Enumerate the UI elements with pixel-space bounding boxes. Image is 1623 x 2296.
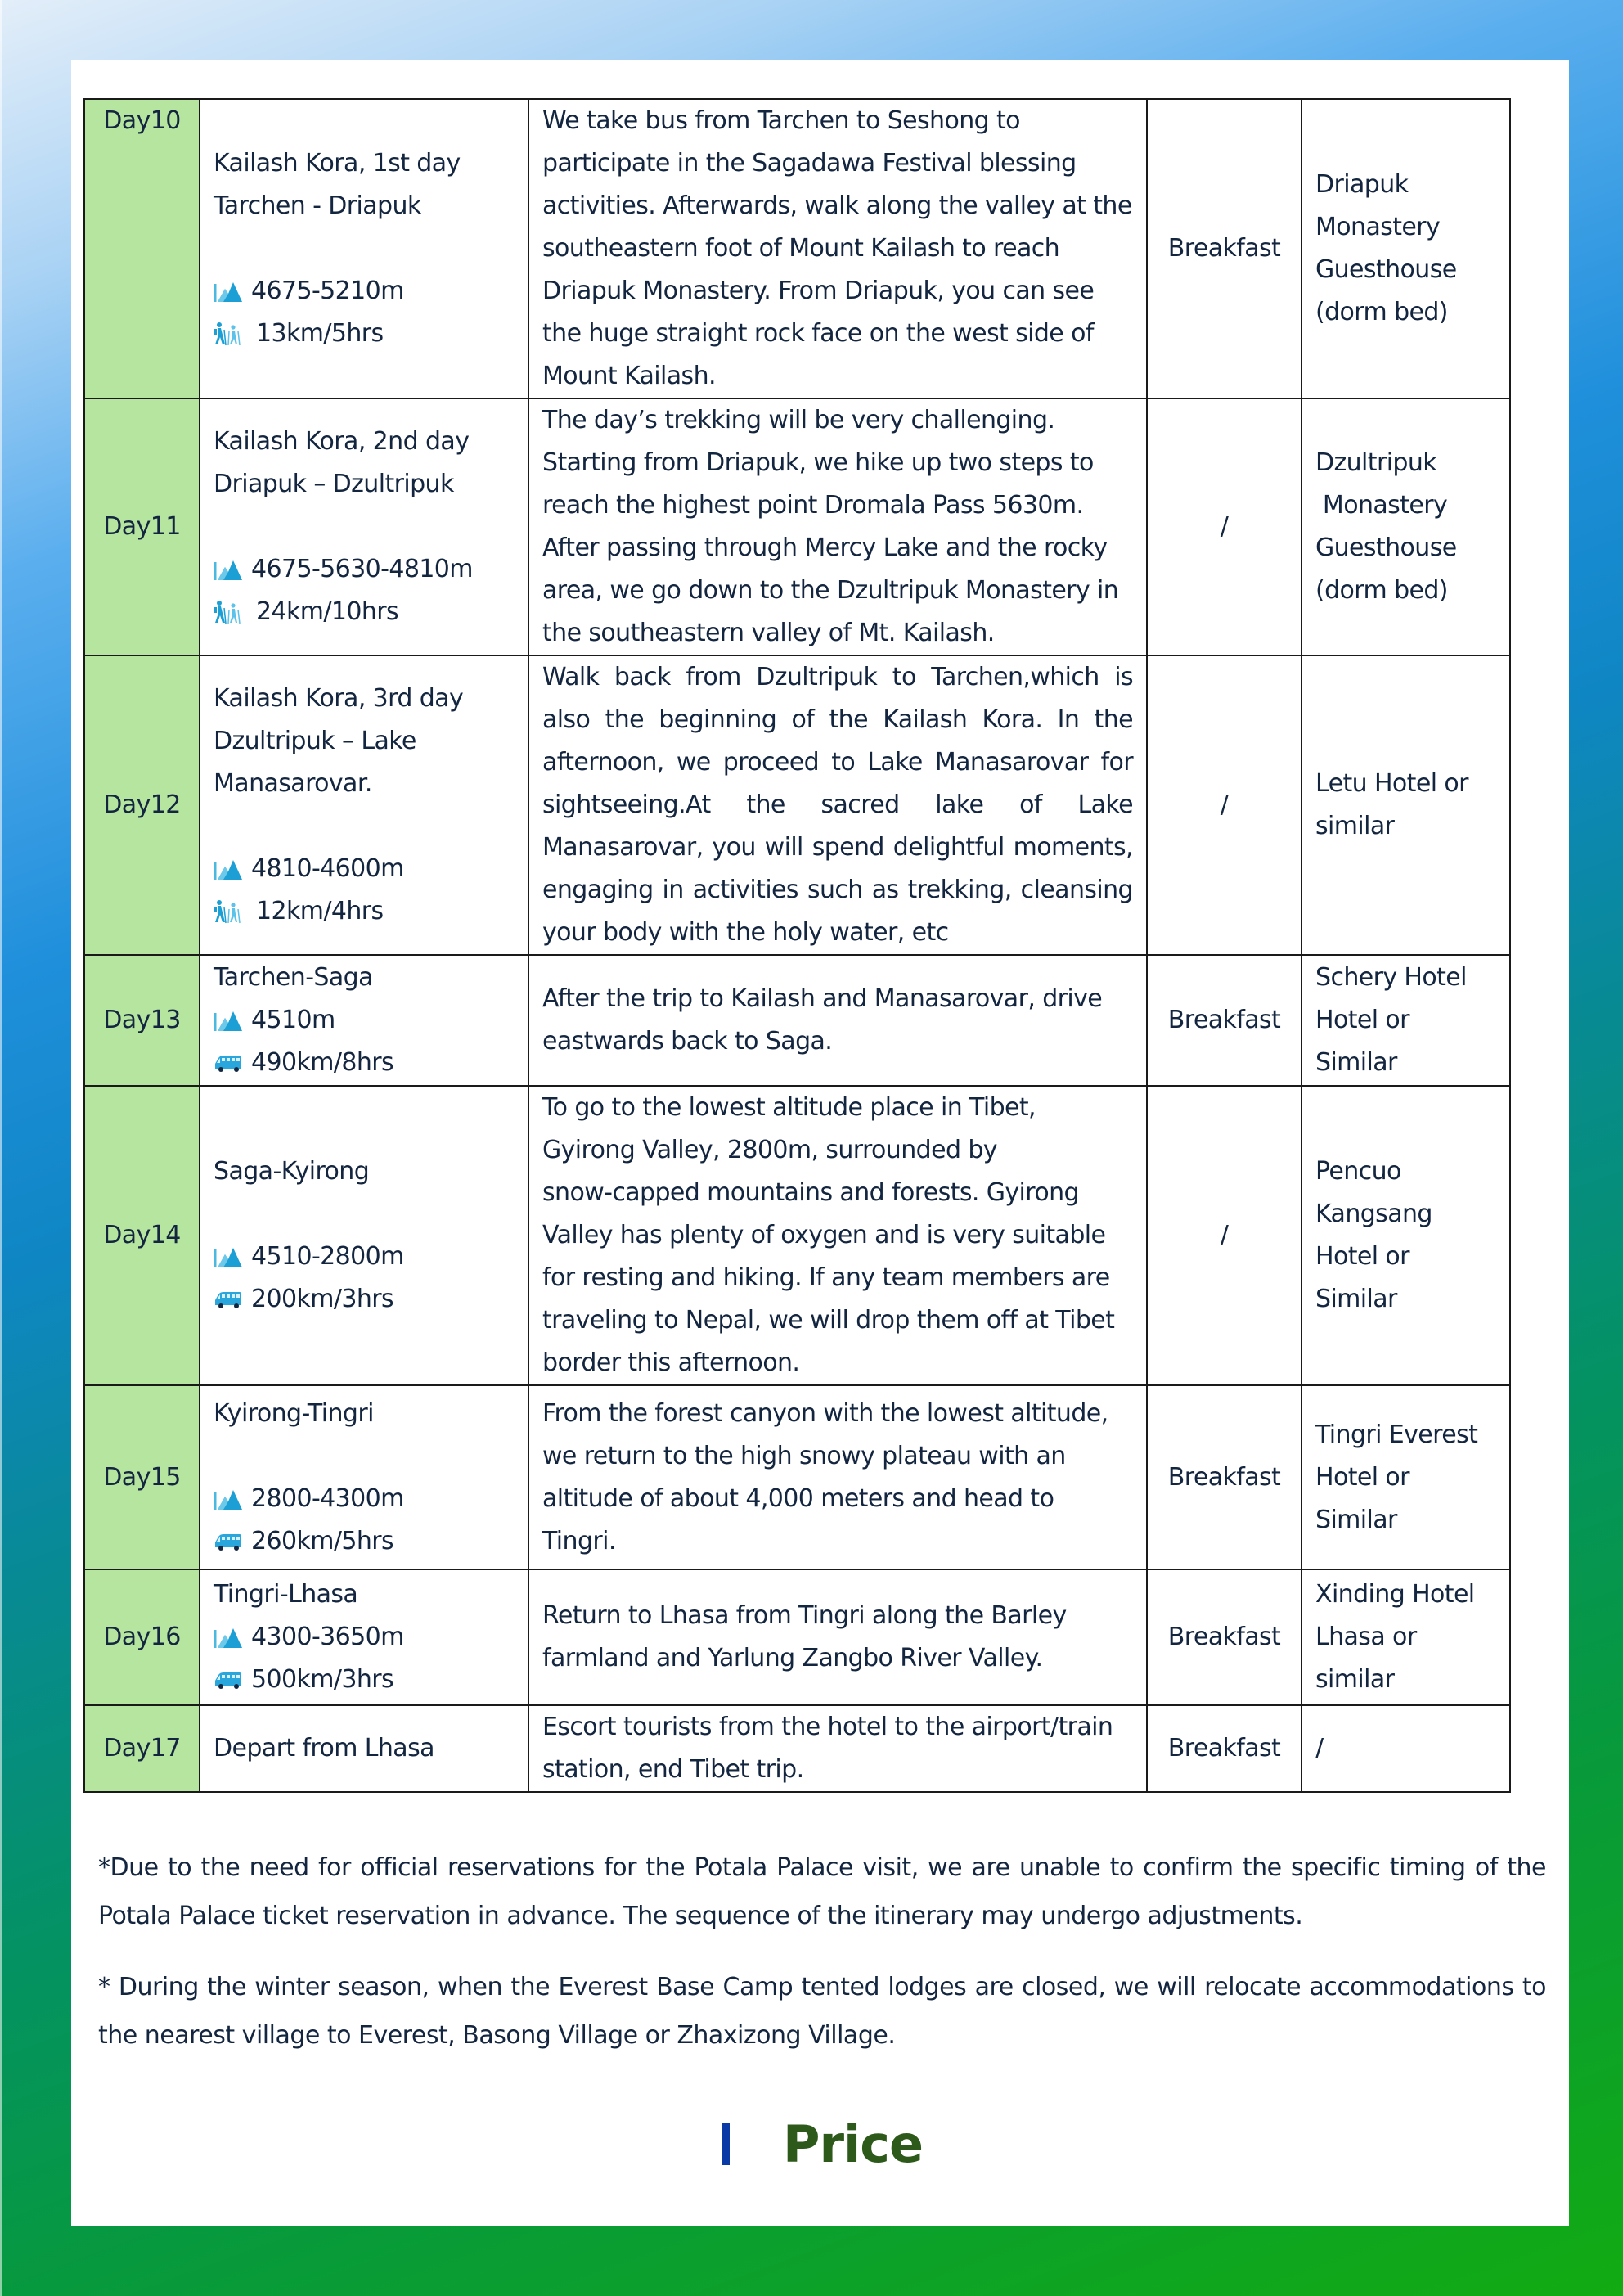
- note-winter: * During the winter season, when the Everest Base Camp tented lodges are closed, we will relocate accommodations to the nearest village to Everest, Basong Village or Zhaxizong Village.: [98, 1973, 1546, 2050]
- accommodation-line: Schery Hotel: [1315, 963, 1467, 992]
- meals-value: Breakfast: [1167, 1462, 1281, 1492]
- distance-value: 490km/8hrs: [251, 1048, 394, 1077]
- accommodation-line: Dzultripuk: [1315, 448, 1437, 477]
- accommodation-line: Guesthouse: [1315, 533, 1457, 562]
- hiker-icon: [214, 600, 243, 624]
- description-line: Starting from Driapuk, we hike up two steps to: [542, 448, 1094, 477]
- mountain-icon: [214, 857, 243, 881]
- accommodation-cell: [1302, 1705, 1510, 1792]
- description-cell: [528, 1385, 1147, 1569]
- mountain-icon: [214, 557, 243, 582]
- accommodation-cell: [1302, 1086, 1510, 1385]
- description-line: eastwards back to Saga.: [542, 1027, 833, 1056]
- route-cell: [200, 655, 528, 955]
- route-line: Kailash Kora, 3rd day: [214, 684, 464, 713]
- route-line: Tarchen - Driapuk: [214, 191, 421, 220]
- accommodation-cell: [1302, 955, 1510, 1086]
- day-label: Day13: [103, 1006, 181, 1034]
- accommodation-line: similar: [1315, 1665, 1395, 1694]
- accommodation-cell: [1302, 1385, 1510, 1569]
- route-line: Saga-Kyirong: [214, 1157, 370, 1186]
- description-cell: [528, 655, 1147, 955]
- description-cell: [528, 398, 1147, 655]
- description-line: afternoon, we proceed to Lake Manasarovar for: [542, 748, 1133, 777]
- meals-cell: [1147, 1705, 1302, 1792]
- meals-cell: [1147, 1385, 1302, 1569]
- description-line: After passing through Mercy Lake and the rocky: [542, 533, 1108, 562]
- description-line: Manasarovar, you will spend delightful moments,: [542, 833, 1133, 862]
- day-cell: [84, 1569, 200, 1705]
- description-line: farmland and Yarlung Zangbo River Valley.: [542, 1644, 1043, 1672]
- description-line: station, end Tibet trip.: [542, 1755, 804, 1784]
- accommodation-line: Tingri Everest: [1315, 1420, 1478, 1449]
- route-line: Depart from Lhasa: [214, 1734, 434, 1763]
- description-cell: [528, 955, 1147, 1086]
- description-line: After the trip to Kailash and Manasarovar, drive: [542, 984, 1103, 1013]
- bus-icon: [214, 1529, 243, 1554]
- itinerary-row: [84, 1086, 1510, 1385]
- description-line: Escort tourists from the hotel to the airport/train: [542, 1713, 1113, 1741]
- description-line: Tingri.: [542, 1526, 616, 1555]
- distance-value: 200km/3hrs: [251, 1285, 394, 1313]
- accommodation-line: (dorm bed): [1315, 298, 1448, 326]
- route-cell: [200, 1569, 528, 1705]
- spacer: [214, 506, 515, 548]
- meals-cell: [1147, 398, 1302, 655]
- accommodation-cell: [1302, 99, 1510, 398]
- day-label: Day10: [103, 106, 181, 135]
- spacer: [214, 100, 515, 142]
- description-line: Valley has plenty of oxygen and is very suitable: [542, 1221, 1106, 1249]
- itinerary-row: [84, 398, 1510, 655]
- description-line: activities. Afterwards, walk along the valley at the: [542, 191, 1132, 220]
- distance-stat: [214, 1278, 515, 1321]
- accommodation-cell: [1302, 398, 1510, 655]
- accommodation-line: Hotel or: [1315, 1242, 1409, 1271]
- meals-cell: [1147, 99, 1302, 398]
- itinerary-row: [84, 1569, 1510, 1705]
- meals-value: /: [1220, 512, 1229, 541]
- accommodation-line: similar: [1315, 812, 1395, 840]
- day-label: Day16: [103, 1623, 181, 1651]
- day-cell: [84, 955, 200, 1086]
- spacer: [214, 1435, 515, 1478]
- route-line: Kyirong-Tingri: [214, 1398, 374, 1428]
- content-panel: [71, 60, 1569, 2226]
- route-cell: [200, 1705, 528, 1792]
- itinerary-table: [83, 98, 1511, 1793]
- heading-accent-bar: [722, 2123, 730, 2165]
- hiker-icon: [214, 322, 243, 346]
- distance-stat: [214, 591, 515, 633]
- day-label: Day12: [103, 790, 181, 819]
- description-line: reach the highest point Dromala Pass 5630m.: [542, 491, 1084, 520]
- accommodation-line: Letu Hotel or: [1315, 769, 1468, 798]
- meals-value: Breakfast: [1167, 1734, 1281, 1763]
- accommodation-line: (dorm bed): [1315, 576, 1448, 605]
- route-cell: [200, 99, 528, 398]
- description-line: traveling to Nepal, we will drop them off at Tibet: [542, 1306, 1115, 1335]
- meals-value: /: [1220, 790, 1229, 819]
- altitude-value: 4675-5210m: [251, 277, 404, 305]
- altitude-stat: [214, 548, 515, 591]
- accommodation-line: Lhasa or: [1315, 1623, 1417, 1651]
- distance-value: 12km/4hrs: [256, 897, 384, 925]
- day-label: Day15: [103, 1462, 181, 1492]
- description-line: From the forest canyon with the lowest altitude,: [542, 1398, 1108, 1428]
- bus-icon: [214, 1287, 243, 1312]
- accommodation-cell: [1302, 655, 1510, 955]
- distance-value: 24km/10hrs: [256, 597, 399, 626]
- description-line: we return to the high snowy plateau with an: [542, 1441, 1066, 1470]
- itinerary-row: [84, 99, 1510, 398]
- price-section-heading: [722, 2115, 923, 2172]
- altitude-value: 4810-4600m: [251, 854, 404, 883]
- description-line: The day’s trekking will be very challenging.: [542, 406, 1055, 434]
- accommodation-line: Monastery: [1315, 213, 1441, 241]
- bus-icon: [214, 1668, 243, 1692]
- route-cell: [200, 1385, 528, 1569]
- meals-cell: [1147, 1086, 1302, 1385]
- accommodation-line: Hotel or: [1315, 1006, 1409, 1034]
- description-line: Return to Lhasa from Tingri along the Barley: [542, 1601, 1067, 1630]
- distance-stat: [214, 1520, 515, 1563]
- route-line: Kailash Kora, 2nd day: [214, 427, 470, 456]
- altitude-value: 4510m: [251, 1006, 335, 1034]
- distance-stat: [214, 890, 515, 933]
- accommodation-line: Similar: [1315, 1048, 1397, 1077]
- route-line: Tingri-Lhasa: [214, 1580, 358, 1609]
- description-line: for resting and hiking. If any team members are: [542, 1263, 1110, 1292]
- spacer: [214, 355, 515, 398]
- meals-value: Breakfast: [1167, 1623, 1281, 1651]
- day-cell: [84, 99, 200, 398]
- altitude-stat: [214, 999, 515, 1042]
- route-line: Manasarovar.: [214, 769, 372, 798]
- day-cell: [84, 398, 200, 655]
- mountain-icon: [214, 1008, 243, 1033]
- accommodation-cell: [1302, 1569, 1510, 1705]
- notes-section: [98, 1844, 1546, 2082]
- route-cell: [200, 1086, 528, 1385]
- route-line: Driapuk – Dzultripuk: [214, 470, 454, 498]
- day-label: Day11: [103, 512, 181, 541]
- meals-value: Breakfast: [1167, 234, 1281, 263]
- route-line: Kailash Kora, 1st day: [214, 149, 461, 178]
- price-heading-text: Price: [783, 2114, 924, 2174]
- itinerary-row: [84, 955, 1510, 1086]
- description-line: your body with the holy water, etc: [542, 918, 949, 947]
- day-cell: [84, 655, 200, 955]
- day-label: Day14: [103, 1221, 181, 1249]
- background-edge: [0, 0, 2, 2296]
- altitude-value: 4675-5630-4810m: [251, 555, 473, 583]
- altitude-stat: [214, 270, 515, 313]
- mountain-icon: [214, 279, 243, 304]
- description-line: sightseeing.At the sacred lake of Lake: [542, 790, 1133, 819]
- description-line: snow-capped mountains and forests. Gyirong: [542, 1178, 1079, 1207]
- accommodation-line: Hotel or: [1315, 1462, 1409, 1492]
- description-cell: [528, 1569, 1147, 1705]
- description-line: engaging in activities such as trekking, cleansing: [542, 876, 1133, 904]
- accommodation-line: Xinding Hotel: [1315, 1580, 1475, 1609]
- spacer: [214, 1193, 515, 1236]
- altitude-stat: [214, 848, 515, 890]
- day-label: Day17: [103, 1734, 181, 1763]
- description-line: area, we go down to the Dzultripuk Monastery in: [542, 576, 1119, 605]
- meals-cell: [1147, 655, 1302, 955]
- spacer: [214, 805, 515, 848]
- description-line: altitude of about 4,000 meters and head to: [542, 1483, 1054, 1513]
- route-line: Tarchen-Saga: [214, 963, 373, 992]
- description-line: border this afternoon.: [542, 1348, 800, 1377]
- description-line: We take bus from Tarchen to Seshong to: [542, 106, 1020, 135]
- route-line: Dzultripuk – Lake: [214, 727, 416, 755]
- accommodation-line: Monastery: [1315, 491, 1448, 520]
- altitude-value: 4510-2800m: [251, 1242, 404, 1271]
- distance-stat: [214, 1659, 515, 1701]
- accommodation-line: Similar: [1315, 1505, 1397, 1534]
- altitude-value: 2800-4300m: [251, 1483, 404, 1513]
- altitude-stat: [214, 1236, 515, 1278]
- description-line: the southeastern valley of Mt. Kailash.: [542, 619, 995, 647]
- description-line: southeastern foot of Mount Kailash to reach: [542, 234, 1060, 263]
- note-potala: *Due to the need for official reservations for the Potala Palace visit, we are unable to confirm the specific timing of the Potala Palace ticket reservation in advance. The sequence of the itinerary may undergo adjustments.: [98, 1853, 1546, 1930]
- accommodation-line: Kangsang: [1315, 1200, 1432, 1228]
- description-line: Gyirong Valley, 2800m, surrounded by: [542, 1136, 997, 1164]
- mountain-icon: [214, 1625, 243, 1650]
- description-line: Walk back from Dzultripuk to Tarchen,which is: [542, 663, 1133, 691]
- itinerary-row: [84, 1705, 1510, 1792]
- mountain-icon: [214, 1487, 243, 1511]
- altitude-stat: [214, 1616, 515, 1659]
- distance-value: 500km/3hrs: [251, 1665, 394, 1694]
- route-cell: [200, 955, 528, 1086]
- day-cell: [84, 1385, 200, 1569]
- distance-stat: [214, 1042, 515, 1084]
- description-cell: [528, 1086, 1147, 1385]
- description-line: Driapuk Monastery. From Driapuk, you can see: [542, 277, 1095, 305]
- description-line: Mount Kailash.: [542, 362, 716, 390]
- meals-cell: [1147, 955, 1302, 1086]
- description-cell: [528, 99, 1147, 398]
- accommodation-line: Similar: [1315, 1285, 1397, 1313]
- description-cell: [528, 1705, 1147, 1792]
- description-line: participate in the Sagadawa Festival blessing: [542, 149, 1077, 178]
- description-line: the huge straight rock face on the west side of: [542, 319, 1094, 348]
- hiker-icon: [214, 899, 243, 924]
- distance-value: 13km/5hrs: [256, 319, 384, 348]
- accommodation-line: Guesthouse: [1315, 255, 1457, 284]
- accommodation-line: /: [1315, 1734, 1324, 1763]
- meals-cell: [1147, 1569, 1302, 1705]
- altitude-stat: [214, 1478, 515, 1520]
- day-cell: [84, 1086, 200, 1385]
- distance-stat: [214, 313, 515, 355]
- altitude-value: 4300-3650m: [251, 1623, 404, 1651]
- accommodation-line: Pencuo: [1315, 1157, 1401, 1186]
- route-cell: [200, 398, 528, 655]
- meals-value: Breakfast: [1167, 1006, 1281, 1034]
- accommodation-line: Driapuk: [1315, 170, 1409, 199]
- description-line: also the beginning of the Kailash Kora. In the: [542, 705, 1133, 734]
- bus-icon: [214, 1051, 243, 1075]
- day-cell: [84, 1705, 200, 1792]
- itinerary-row: [84, 1385, 1510, 1569]
- mountain-icon: [214, 1245, 243, 1269]
- meals-value: /: [1220, 1221, 1229, 1249]
- description-line: To go to the lowest altitude place in Tibet,: [542, 1093, 1036, 1122]
- distance-value: 260km/5hrs: [251, 1526, 394, 1555]
- itinerary-row: [84, 655, 1510, 955]
- spacer: [214, 227, 515, 270]
